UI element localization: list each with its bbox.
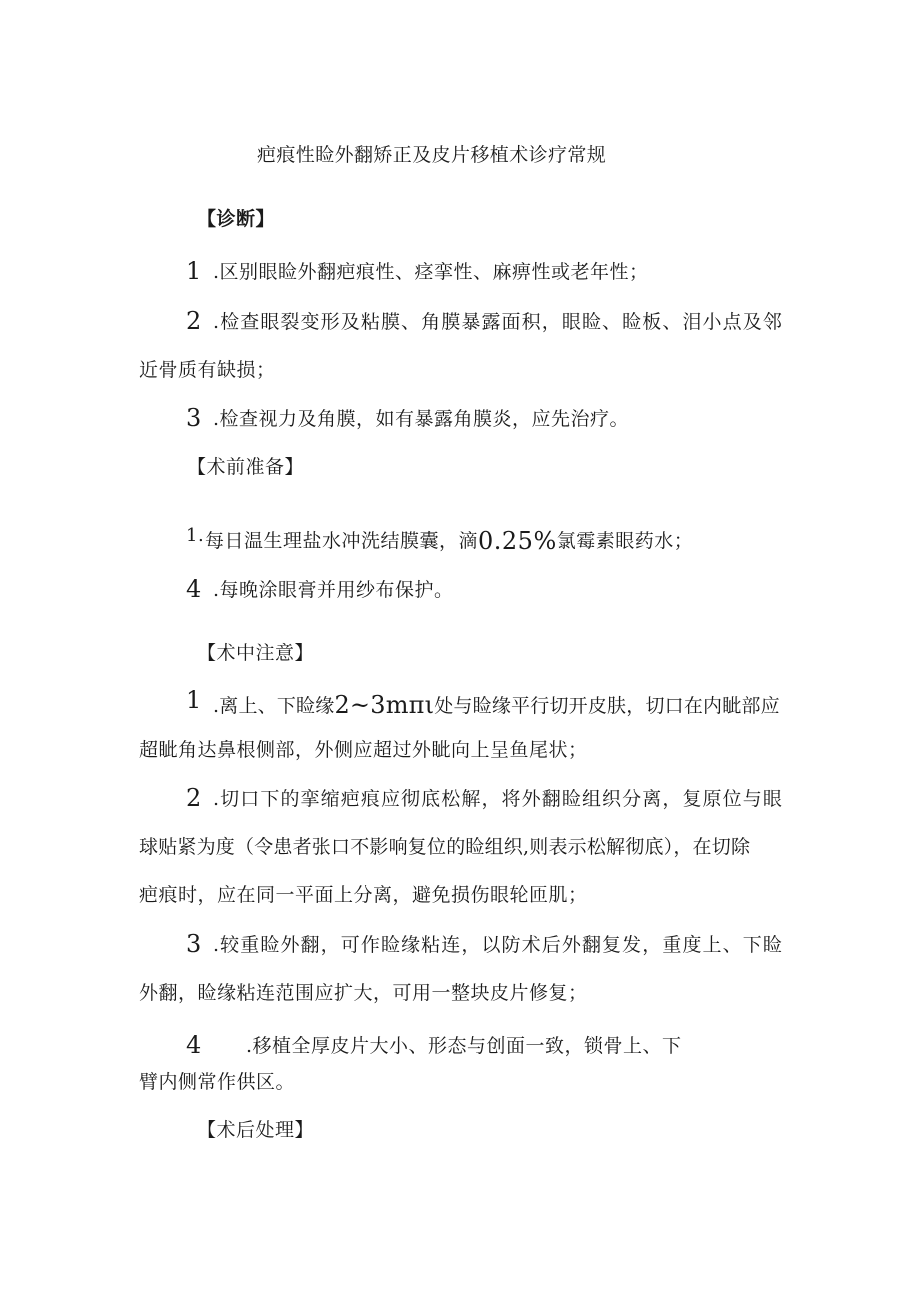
list-item-number: 3 <box>186 404 202 432</box>
list-item-number: 1 <box>186 257 202 285</box>
list-item-number: 2 <box>186 307 202 335</box>
list-item-text <box>213 691 780 719</box>
list-item-text-part: 氯霉素眼药水； <box>556 530 694 552</box>
section-heading-diagnosis: 【诊断】 <box>197 208 276 230</box>
list-item-text-part: 每日温生理盐水冲洗结膜囊，滴 <box>205 530 479 552</box>
list-item-text-part: .离上、下睑缘 <box>213 695 335 717</box>
list-item-text-continued: 外翻，睑缘粘连范围应扩大，可用一整块皮片修复； <box>139 982 588 1004</box>
list-item-number: 3 <box>186 930 202 958</box>
page-title: 疤痕性睑外翻矫正及皮片移植术诊疗常规 <box>257 144 607 166</box>
list-item-number: 1 <box>186 686 202 714</box>
list-item-number: 1. <box>186 525 205 546</box>
list-item-text-continued: 疤痕时，应在同一平面上分离，避免损伤眼轮匝肌； <box>139 884 588 906</box>
section-heading-postop: 【术后处理】 <box>197 1119 315 1141</box>
list-item-number: 4 <box>186 575 202 603</box>
list-item-text: .移植全厚皮片大小、形态与创面一致，锁骨上、下 <box>246 1035 682 1057</box>
list-item-text-continued: 臂内侧常作供区。 <box>139 1071 296 1093</box>
section-heading-intraop: 【术中注意】 <box>197 642 315 664</box>
list-item-text-part: 处与睑缘平行切开皮肤，切口在内眦部应 <box>434 695 780 717</box>
list-item-text-continued: 球贴紧为度（令患者张口不影响复位的睑组织,则表示松解彻底），在切除 <box>139 836 751 858</box>
list-item-text: .区别眼睑外翻疤痕性、痉挛性、麻痹性或老年性； <box>213 261 649 283</box>
list-item-text: .切口下的挛缩疤痕应彻底松解，将外翻睑组织分离，复原位与眼 <box>213 788 783 810</box>
list-item-text: .检查眼裂变形及粘膜、角膜暴露面积，眼睑、睑板、泪小点及邻 <box>213 311 783 333</box>
list-item-text-continued: 近骨质有缺损； <box>139 359 276 381</box>
concentration-value: 0.25% <box>478 527 557 555</box>
distance-value: 2~3mπι <box>334 691 435 719</box>
list-item-text: .较重睑外翻，可作睑缘粘连，以防术后外翻复发，重度上、下睑 <box>213 934 783 956</box>
list-item-text-continued: 超眦角达鼻根侧部，外侧应超过外眦向上呈鱼尾状； <box>139 739 588 761</box>
list-item-text: .每晚涂眼膏并用纱布保护。 <box>213 579 454 601</box>
list-item-text <box>205 527 694 555</box>
list-item-text: .检查视力及角膜，如有暴露角膜炎，应先治疗。 <box>213 408 630 430</box>
list-item-number: 4 <box>186 1031 202 1059</box>
list-item-number: 2 <box>186 784 202 812</box>
section-heading-preop: 【术前准备】 <box>187 456 305 478</box>
